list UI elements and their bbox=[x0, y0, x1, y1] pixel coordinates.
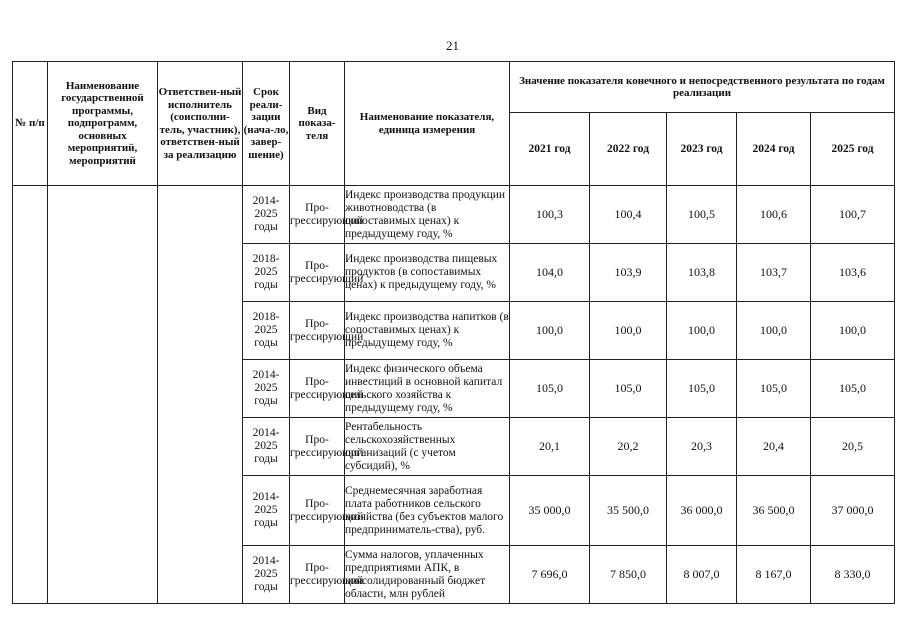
cell-value: 103,6 bbox=[811, 244, 895, 302]
cell-value: 100,0 bbox=[510, 302, 590, 360]
cell-value: 100,0 bbox=[590, 302, 667, 360]
cell-value: 104,0 bbox=[510, 244, 590, 302]
cell-value: 105,0 bbox=[590, 360, 667, 418]
cell-term: 2018-2025 годы bbox=[243, 302, 290, 360]
cell-value: 20,3 bbox=[667, 418, 737, 476]
cell-indicator: Индекс производства продукции животноводства (в сопоставимых ценах) к предыдущему году, % bbox=[345, 186, 510, 244]
indicators-table bbox=[12, 61, 895, 604]
cell-kind: Про-грессирующий bbox=[290, 360, 345, 418]
header-year: 2022 год bbox=[590, 113, 667, 186]
cell-value: 103,7 bbox=[737, 244, 811, 302]
cell-value: 100,3 bbox=[510, 186, 590, 244]
header-year: 2024 год bbox=[737, 113, 811, 186]
cell-indicator: Индекс производства напитков (в сопоставимых ценах) к предыдущему году, % bbox=[345, 302, 510, 360]
cell-program-empty bbox=[48, 186, 158, 604]
cell-value: 105,0 bbox=[811, 360, 895, 418]
cell-term: 2018-2025 годы bbox=[243, 244, 290, 302]
cell-value: 8 007,0 bbox=[667, 546, 737, 604]
cell-value: 20,1 bbox=[510, 418, 590, 476]
cell-term: 2014-2025 годы bbox=[243, 418, 290, 476]
page-number: 21 bbox=[446, 38, 459, 53]
cell-indicator: Индекс физического объема инвестиций в основной капитал сельского хозяйства к предыдущему году, % bbox=[345, 360, 510, 418]
cell-value: 103,8 bbox=[667, 244, 737, 302]
cell-value: 103,9 bbox=[590, 244, 667, 302]
cell-value: 36 500,0 bbox=[737, 476, 811, 546]
cell-num-empty bbox=[13, 186, 48, 604]
cell-value: 7 696,0 bbox=[510, 546, 590, 604]
header-year: 2021 год bbox=[510, 113, 590, 186]
cell-term: 2014-2025 годы bbox=[243, 476, 290, 546]
cell-value: 35 000,0 bbox=[510, 476, 590, 546]
header-term: Срок реали-зации (нача-ло, завер-шение) bbox=[243, 62, 290, 186]
cell-value: 105,0 bbox=[667, 360, 737, 418]
cell-value: 20,2 bbox=[590, 418, 667, 476]
cell-value: 37 000,0 bbox=[811, 476, 895, 546]
cell-kind: Про-грессирующий bbox=[290, 244, 345, 302]
cell-indicator: Индекс производства пищевых продуктов (в сопоставимых ценах) к предыдущему году, % bbox=[345, 244, 510, 302]
cell-kind: Про-грессирующий bbox=[290, 476, 345, 546]
cell-value: 8 330,0 bbox=[811, 546, 895, 604]
header-kind: Вид показа-теля bbox=[290, 62, 345, 186]
cell-value: 100,0 bbox=[667, 302, 737, 360]
cell-value: 20,5 bbox=[811, 418, 895, 476]
cell-indicator: Сумма налогов, уплаченных предприятиями АПК, в консолидированный бюджет области, млн рублей bbox=[345, 546, 510, 604]
cell-term: 2014-2025 годы bbox=[243, 546, 290, 604]
header-values-group: Значение показателя конечного и непосредственного результата по годам реализации bbox=[510, 62, 895, 113]
cell-executor-empty bbox=[158, 186, 243, 604]
cell-value: 100,6 bbox=[737, 186, 811, 244]
cell-value: 105,0 bbox=[510, 360, 590, 418]
cell-value: 8 167,0 bbox=[737, 546, 811, 604]
cell-value: 105,0 bbox=[737, 360, 811, 418]
header-indicator: Наименование показателя, единица измерения bbox=[345, 62, 510, 186]
cell-value: 20,4 bbox=[737, 418, 811, 476]
cell-kind: Про-грессирующий bbox=[290, 546, 345, 604]
header-year: 2023 год bbox=[667, 113, 737, 186]
table-row bbox=[13, 186, 895, 244]
header-num: № п/п bbox=[13, 62, 48, 186]
cell-indicator: Рентабельность сельскохозяйственных организаций (с учетом субсидий), % bbox=[345, 418, 510, 476]
cell-kind: Про-грессирующий bbox=[290, 302, 345, 360]
cell-value: 100,7 bbox=[811, 186, 895, 244]
cell-kind: Про-грессирующий bbox=[290, 418, 345, 476]
cell-value: 100,4 bbox=[590, 186, 667, 244]
cell-value: 36 000,0 bbox=[667, 476, 737, 546]
cell-value: 35 500,0 bbox=[590, 476, 667, 546]
cell-indicator: Среднемесячная заработная плата работников сельского хозяйства (без субъектов малого предприниматель-ства), руб. bbox=[345, 476, 510, 546]
header-year: 2025 год bbox=[811, 113, 895, 186]
cell-value: 100,0 bbox=[737, 302, 811, 360]
cell-value: 7 850,0 bbox=[590, 546, 667, 604]
cell-term: 2014-2025 годы bbox=[243, 360, 290, 418]
cell-value: 100,5 bbox=[667, 186, 737, 244]
cell-term: 2014-2025 годы bbox=[243, 186, 290, 244]
header-executor: Ответствен-ный исполнитель (соисполни-тель, участник), ответствен-ный за реализацию bbox=[158, 62, 243, 186]
header-program: Наименование государственной программы, подпрограмм, основных мероприятий, мероприятий bbox=[48, 62, 158, 186]
cell-kind: Про-грессирующий bbox=[290, 186, 345, 244]
cell-value: 100,0 bbox=[811, 302, 895, 360]
